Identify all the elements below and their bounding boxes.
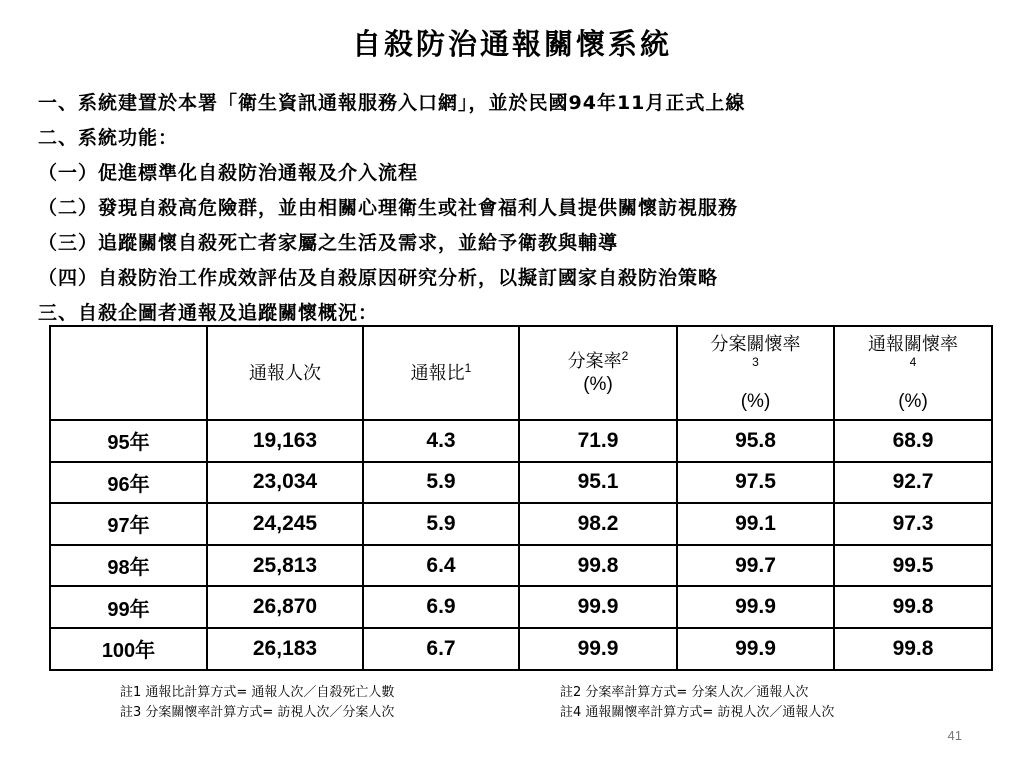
header-report-care-rate: 通報關懷率 4 (%)	[834, 326, 992, 420]
page-number: 41	[947, 728, 962, 743]
case-care-rate-cell: 99.9	[677, 586, 834, 628]
table-row	[50, 586, 992, 628]
report-count-cell: 26,870	[207, 586, 363, 628]
case-rate-cell: 99.8	[519, 545, 677, 587]
text-line-3: （一）促進標準化自殺防治通報及介入流程	[38, 162, 419, 184]
report-ratio-cell: 5.9	[363, 462, 519, 504]
report-count-cell: 24,245	[207, 503, 363, 545]
header-report-ratio: 通報比$^1$	[363, 326, 519, 420]
text-line-7: 三、自殺企圖者通報及追蹤關懷概況：	[38, 302, 379, 324]
text-line-1: 一、系統建置於本署「衛生資訊通報服務入口網」，並於民國94年11月正式上線	[38, 92, 746, 114]
footnotes-left	[120, 683, 394, 723]
case-rate-cell: 99.9	[519, 628, 677, 670]
text-line-6: （四）自殺防治工作成效評估及自殺原因研究分析，以擬訂國家自殺防治策略	[38, 267, 719, 289]
year-cell: 96年	[50, 462, 207, 504]
case-rate-cell: 99.9	[519, 586, 677, 628]
header-report-count: 通報人次	[207, 326, 363, 420]
case-rate-cell: 98.2	[519, 503, 677, 545]
header-case-rate: 分案率$^2$ (%)	[519, 326, 677, 420]
header-case-care-rate: 分案關懷率 3 (%)	[677, 326, 834, 420]
year-cell: 98年	[50, 545, 207, 587]
year-cell: 99年	[50, 586, 207, 628]
report-ratio-cell: 6.9	[363, 586, 519, 628]
footnote-2: 註2 分案率計算方式= 分案人次／通報人次	[560, 685, 809, 700]
header-corner	[50, 326, 207, 420]
footnote-1: 註1 通報比計算方式= 通報人次／自殺死亡人數	[120, 685, 395, 700]
footnotes-right	[560, 683, 834, 723]
slide-title: 自殺防治通報關懷系統	[351, 27, 672, 61]
report-count-cell: 26,183	[207, 628, 363, 670]
report-care-rate-cell: 99.5	[834, 545, 992, 587]
body-text	[38, 88, 998, 333]
table-row	[50, 503, 992, 545]
footnote-4: 註4 通報關懷率計算方式= 訪視人次／通報人次	[560, 705, 835, 720]
statistics-table	[49, 325, 993, 671]
report-ratio-cell: 6.7	[363, 628, 519, 670]
table-row	[50, 545, 992, 587]
report-count-cell: 25,813	[207, 545, 363, 587]
year-cell: 97年	[50, 503, 207, 545]
case-care-rate-cell: 95.8	[677, 420, 834, 462]
case-rate-cell: 71.9	[519, 420, 677, 462]
table-row	[50, 420, 992, 462]
table-row	[50, 628, 992, 670]
report-ratio-cell: 4.3	[363, 420, 519, 462]
report-care-rate-cell: 99.8	[834, 586, 992, 628]
text-line-2: 二、系統功能：	[38, 127, 179, 149]
year-cell: 100年	[50, 628, 207, 670]
report-care-rate-cell: 68.9	[834, 420, 992, 462]
footnote-3: 註3 分案關懷率計算方式= 訪視人次／分案人次	[120, 705, 395, 720]
year-cell: 95年	[50, 420, 207, 462]
case-rate-cell: 95.1	[519, 462, 677, 504]
text-line-5: （三）追蹤關懷自殺死亡者家屬之生活及需求，並給予衛教與輔導	[38, 232, 619, 254]
case-care-rate-cell: 99.9	[677, 628, 834, 670]
table-header-row	[50, 326, 992, 420]
report-care-rate-cell: 99.8	[834, 628, 992, 670]
report-count-cell: 19,163	[207, 420, 363, 462]
report-ratio-cell: 6.4	[363, 545, 519, 587]
case-care-rate-cell: 99.1	[677, 503, 834, 545]
case-care-rate-cell: 99.7	[677, 545, 834, 587]
report-care-rate-cell: 92.7	[834, 462, 992, 504]
report-ratio-cell: 5.9	[363, 503, 519, 545]
report-count-cell: 23,034	[207, 462, 363, 504]
case-care-rate-cell: 97.5	[677, 462, 834, 504]
report-care-rate-cell: 97.3	[834, 503, 992, 545]
text-line-4: （二）發現自殺高危險群，並由相關心理衛生或社會福利人員提供關懷訪視服務	[38, 197, 739, 219]
table-row	[50, 462, 992, 504]
